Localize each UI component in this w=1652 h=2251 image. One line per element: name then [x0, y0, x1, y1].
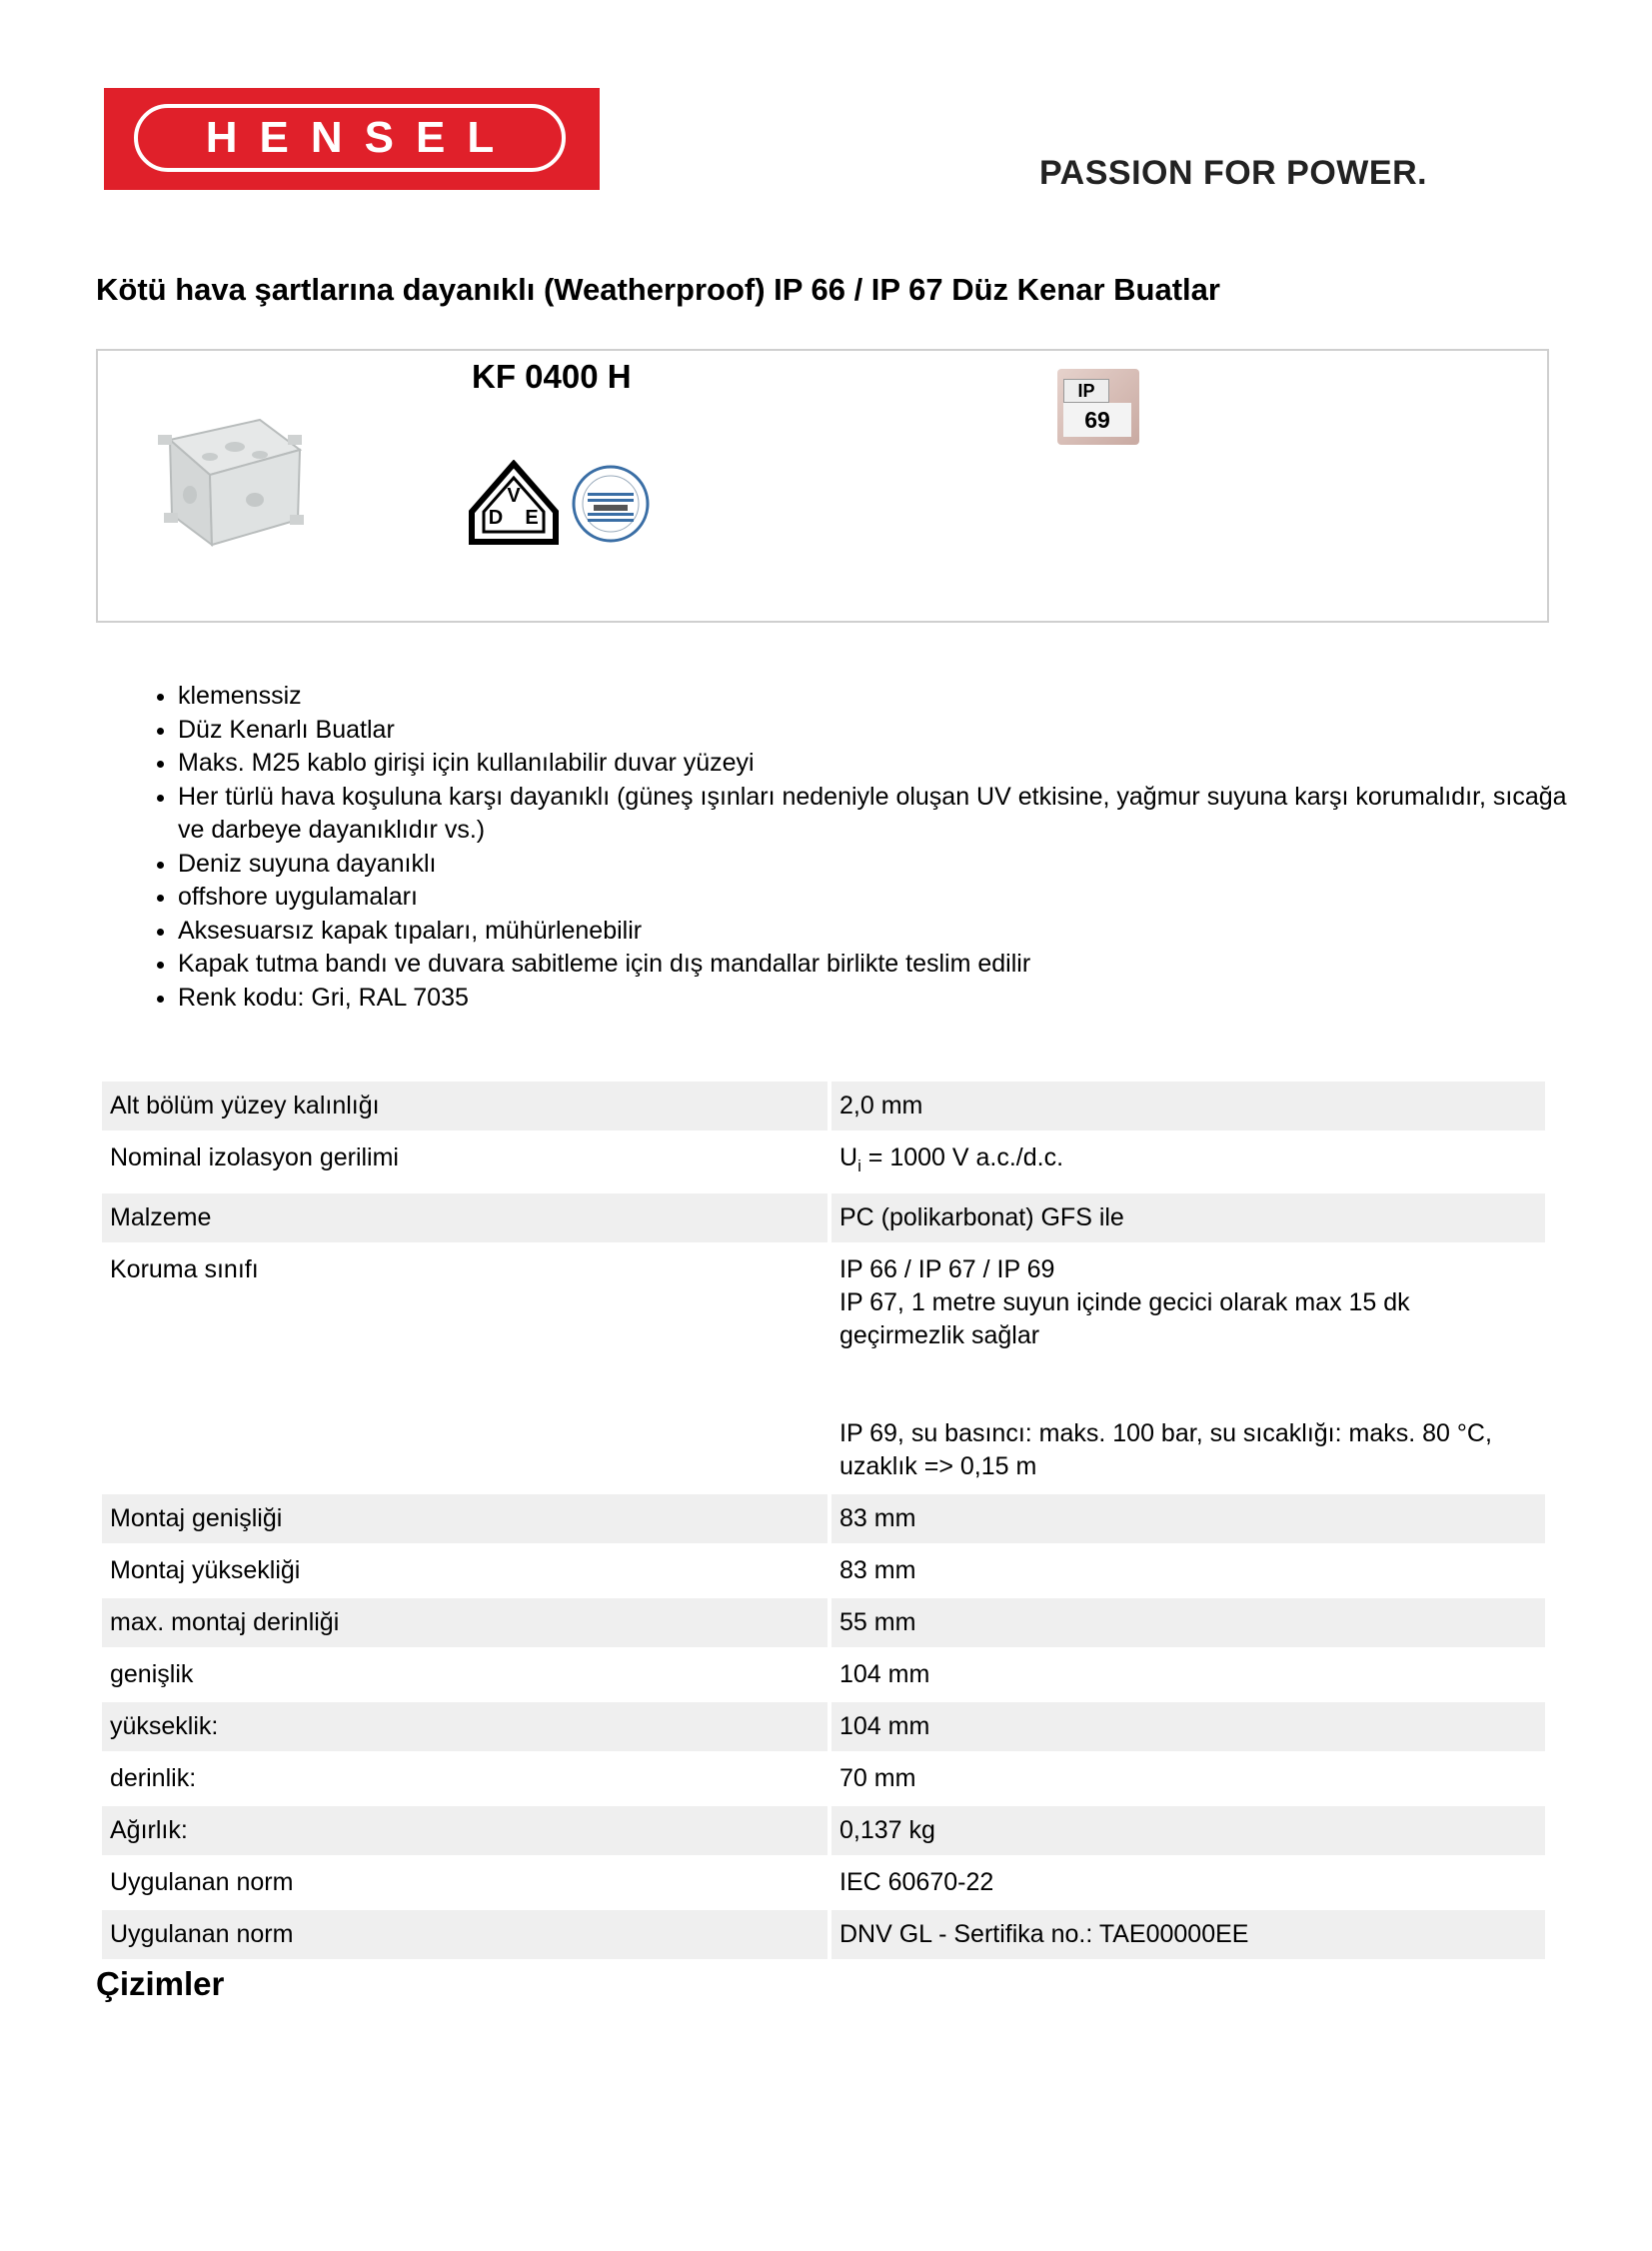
spec-label: Montaj genişliği: [102, 1494, 827, 1543]
spec-label: Alt bölüm yüzey kalınlığı: [102, 1082, 827, 1130]
spec-value: 83 mm: [831, 1494, 1545, 1543]
list-item: • Her türlü hava koşuluna karşı dayanıklı (güneş ışınları nedeniyle oluşan UV etkisine, yağmur suyuna karşı korumalıdır, sıcağa ve darbeye dayanıklıdır vs.): [178, 781, 1577, 848]
product-image-junction-box-icon: [150, 405, 310, 555]
table-row: [102, 1806, 1545, 1855]
table-row: [102, 1910, 1545, 1959]
voltage-value: = 1000 V a.c./d.c.: [860, 1143, 1064, 1171]
spec-label: derinlik:: [110, 1764, 197, 1792]
table-row: [102, 1494, 1545, 1543]
list-item: • Aksesuarsız kapak tıpaları, mühürlenebilir: [178, 915, 1577, 949]
protection-class-line: IP 67, 1 metre suyun içinde gecici olarak max 15 dk geçirmezlik sağlar: [839, 1288, 1410, 1349]
spec-label: Nominal izolasyon gerilimi: [110, 1143, 399, 1171]
spec-value: DNV GL - Sertifika no.: TAE00000EE: [831, 1910, 1545, 1959]
spec-label: Montaj yüksekliği: [110, 1556, 301, 1584]
spec-label: yükseklik:: [102, 1702, 827, 1751]
page-title: Kötü hava şartlarına dayanıklı (Weatherproof) IP 66 / IP 67 Düz Kenar Buatlar: [96, 272, 1220, 307]
spec-label: Uygulanan norm: [110, 1868, 294, 1896]
list-item: • Deniz suyuna dayanıklı: [178, 848, 1577, 882]
slogan: PASSION FOR POWER.: [1039, 154, 1428, 192]
spec-value: 70 mm: [839, 1764, 916, 1792]
spec-value: IEC 60670-22: [839, 1868, 994, 1896]
list-item: • offshore uygulamaları: [178, 881, 1577, 915]
spec-label: genişlik: [110, 1660, 194, 1688]
dnv-gl-certification-icon: [570, 463, 652, 545]
list-item: • Maks. M25 kablo girişi için kullanılabilir duvar yüzeyi: [178, 747, 1577, 781]
list-item: • Düz Kenarlı Buatlar: [178, 714, 1577, 748]
hensel-logo: [104, 88, 600, 190]
product-box: [96, 349, 1549, 623]
ip-badge-number: 69: [1063, 403, 1131, 437]
list-item: • Kapak tutma bandı ve duvara sabitleme için dış mandallar birlikte teslim edilir: [178, 948, 1577, 982]
spec-label: Koruma sınıfı: [110, 1255, 259, 1283]
table-row: [102, 1193, 1545, 1242]
drawings-heading: Çizimler: [96, 1965, 225, 2002]
feature-list: [120, 680, 1577, 1015]
table-row: [102, 1650, 1545, 1699]
spec-label: Ağırlık:: [102, 1806, 827, 1855]
spec-label: max. montaj derinliği: [102, 1598, 827, 1647]
vde-letter-e: E: [525, 507, 539, 529]
spec-value: 0,137 kg: [831, 1806, 1545, 1855]
spec-table: [98, 1079, 1549, 1962]
logo-text: HENSEL: [205, 113, 517, 162]
voltage-subscript: i: [857, 1156, 861, 1175]
spec-label: Malzeme: [102, 1193, 827, 1242]
table-row: [102, 1082, 1545, 1130]
ip-badge-label: IP: [1063, 379, 1109, 403]
table-row: [102, 1133, 1545, 1190]
table-row: [102, 1546, 1545, 1595]
spec-value: 2,0 mm: [831, 1082, 1545, 1130]
spec-value: [831, 1133, 1545, 1190]
protection-class-line: IP 69, su basıncı: maks. 100 bar, su sıcaklığı: maks. 80 °C, uzaklık => 0,15 m: [839, 1419, 1492, 1480]
list-item: • klemenssiz: [178, 680, 1577, 714]
table-row: [102, 1754, 1545, 1803]
spec-value: 104 mm: [839, 1660, 930, 1688]
product-code: KF 0400 H: [472, 358, 632, 395]
table-row: [102, 1598, 1545, 1647]
vde-letter-v: V: [507, 485, 521, 507]
table-row: [102, 1702, 1545, 1751]
spec-value: PC (polikarbonat) GFS ile: [831, 1193, 1545, 1242]
spec-value: 104 mm: [831, 1702, 1545, 1751]
protection-class-line: IP 66 / IP 67 / IP 69: [839, 1255, 1055, 1283]
spec-value: [831, 1245, 1545, 1491]
vde-letter-d: D: [488, 507, 504, 529]
spec-label: Uygulanan norm: [102, 1910, 827, 1959]
list-item: • Renk kodu: Gri, RAL 7035: [178, 982, 1577, 1016]
logo-oval: [134, 104, 566, 172]
table-row: [102, 1245, 1545, 1491]
spec-value: 55 mm: [831, 1598, 1545, 1647]
ip69-badge-icon: [1057, 369, 1139, 445]
table-row: [102, 1858, 1545, 1907]
vde-certification-icon: [468, 460, 560, 546]
spec-value: 83 mm: [839, 1556, 916, 1584]
voltage-symbol: U: [839, 1143, 858, 1171]
